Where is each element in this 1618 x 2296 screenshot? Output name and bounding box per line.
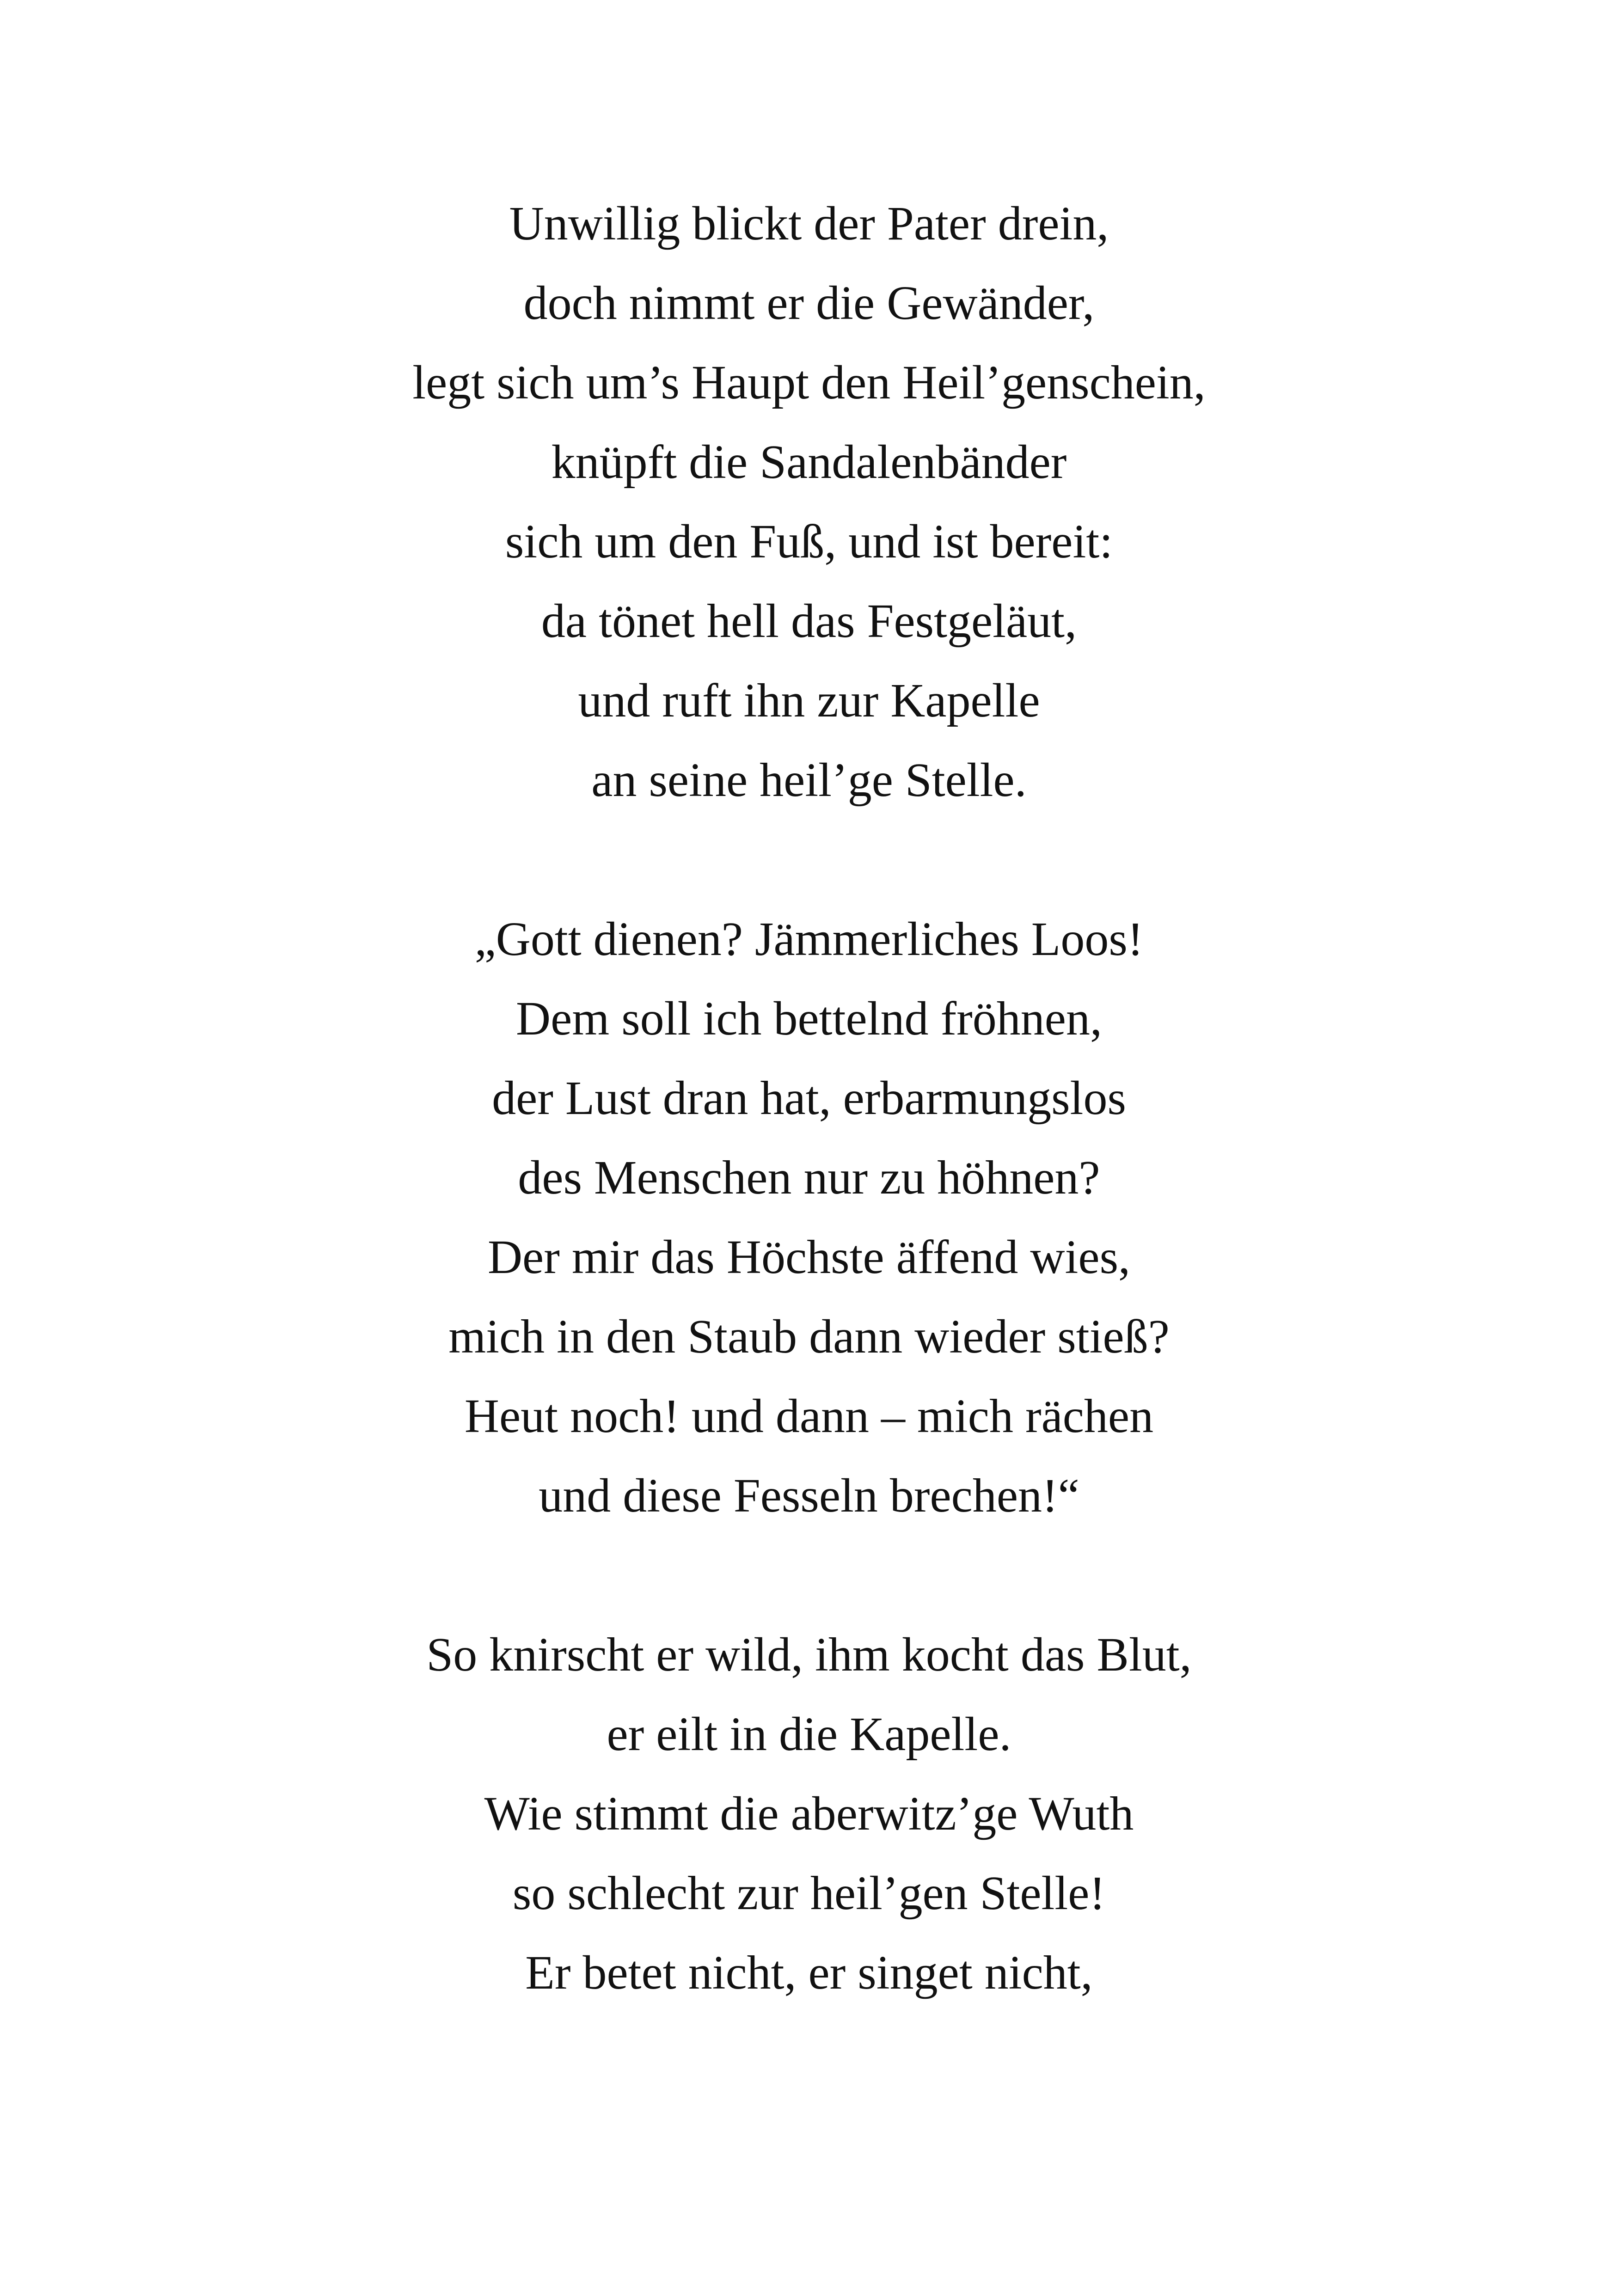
poem-line: an seine heil’ge Stelle. [591,753,1027,807]
poem-line: Er betet nicht, er singet nicht, [525,1946,1093,1999]
poem-line: legt sich um’s Haupt den Heil’genschein, [412,356,1206,409]
poem-line: des Menschen nur zu höhnen? [518,1151,1100,1204]
poem-text [0,184,1618,2013]
poem-line: Heut noch! und dann – mich rächen [464,1390,1154,1443]
poem-line: da tönet hell das Festgeläut, [541,594,1077,648]
poem-line: mich in den Staub dann wieder stieß? [448,1310,1170,1363]
stanza-3 [0,1615,1618,2013]
poem-line: der Lust dran hat, erbarmungslos [492,1071,1126,1125]
poem-line: so schlecht zur heil’gen Stelle! [512,1867,1106,1920]
stanza-1 [0,184,1618,820]
poem-line: Dem soll ich bettelnd fröhnen, [516,992,1102,1045]
poem-line: sich um den Fuß, und ist bereit: [505,515,1113,568]
stanza-2 [0,900,1618,1536]
poem-line: und diese Fesseln brechen!“ [539,1469,1079,1522]
poem-line: und ruft ihn zur Kapelle [578,674,1040,727]
poem-line: knüpft die Sandalenbänder [551,435,1067,489]
poem-line: Wie stimmt die aberwitz’ge Wuth [484,1787,1134,1840]
poem-line: doch nimmt er die Gewänder, [523,276,1095,330]
poem-line: „Gott dienen? Jämmerliches Loos! [474,912,1144,966]
poem-line: Der mir das Höchste äffend wies, [487,1231,1131,1284]
poem-line: Unwillig blickt der Pater drein, [509,197,1109,250]
poem-line: So knirscht er wild, ihm kocht das Blut, [426,1628,1192,1681]
poem-line: er eilt in die Kapelle. [607,1708,1011,1761]
